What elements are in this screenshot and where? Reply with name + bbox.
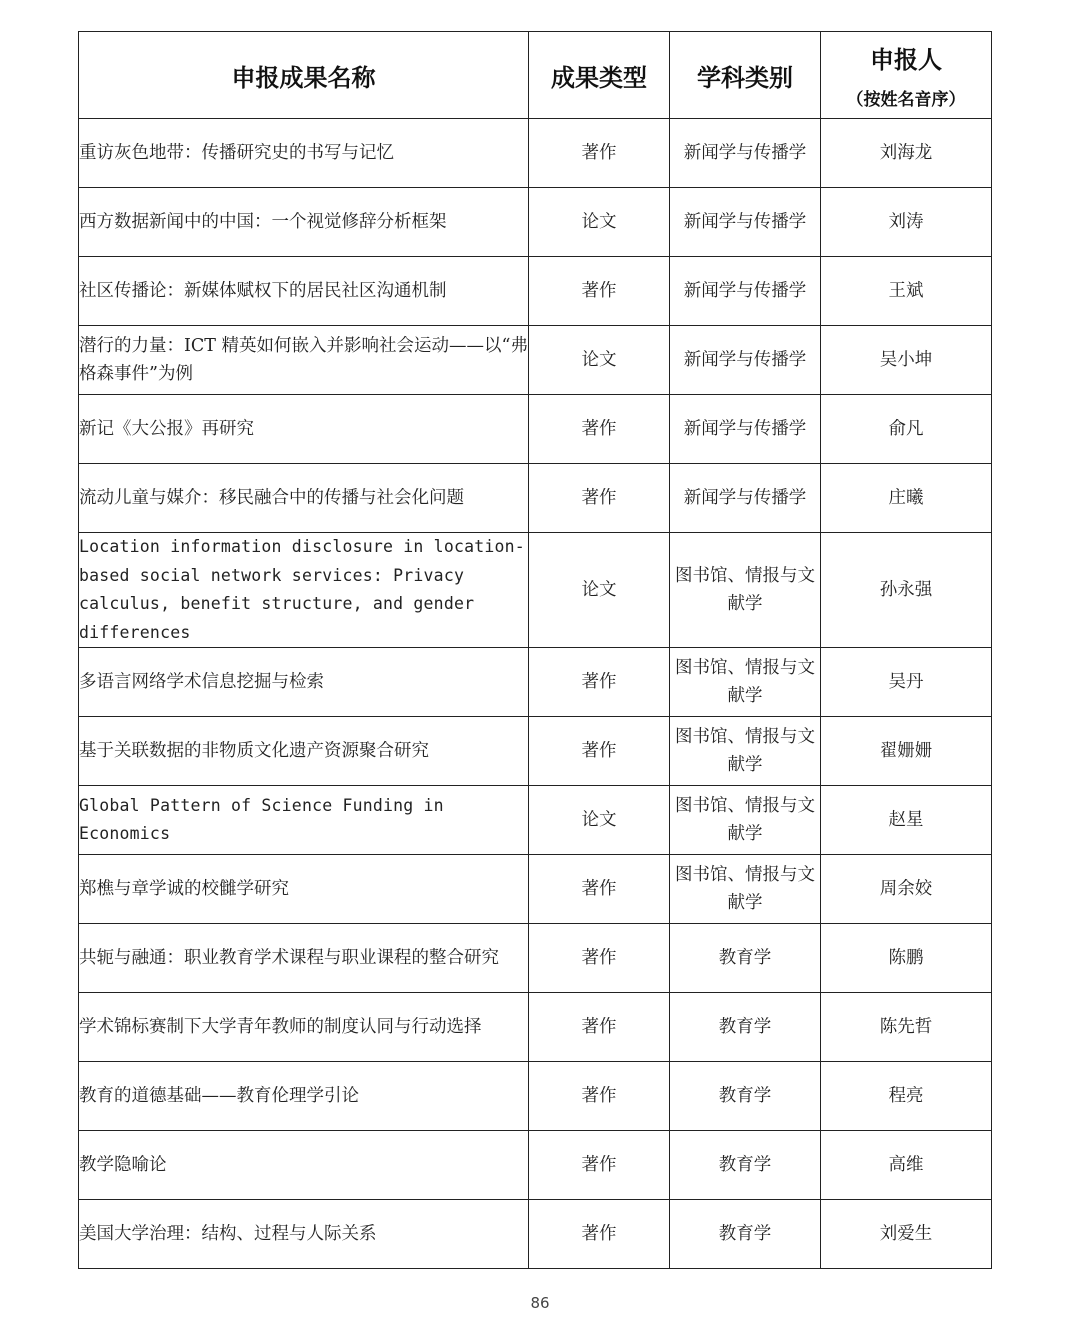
row-applicant: 俞凡	[821, 395, 992, 464]
row-title: 共轭与融通：职业教育学术课程与职业课程的整合研究	[79, 924, 529, 993]
table-row	[79, 717, 992, 786]
row-discipline: 图书馆、情报与文献学	[670, 717, 821, 786]
row-title: 社区传播论：新媒体赋权下的居民社区沟通机制	[79, 257, 529, 326]
row-applicant: 刘海龙	[821, 119, 992, 188]
table-row	[79, 257, 992, 326]
row-title: 多语言网络学术信息挖掘与检索	[79, 648, 529, 717]
row-type: 论文	[529, 786, 670, 855]
table-row	[79, 924, 992, 993]
row-applicant: 高维	[821, 1131, 992, 1200]
table-row	[79, 1062, 992, 1131]
row-type: 论文	[529, 188, 670, 257]
header-type: 成果类型	[529, 32, 670, 119]
row-discipline: 教育学	[670, 1131, 821, 1200]
row-title: 教育的道德基础——教育伦理学引论	[79, 1062, 529, 1131]
row-discipline: 新闻学与传播学	[670, 257, 821, 326]
row-type: 著作	[529, 717, 670, 786]
row-discipline: 教育学	[670, 1062, 821, 1131]
row-discipline: 教育学	[670, 924, 821, 993]
header-title: 申报成果名称	[79, 32, 529, 119]
row-type: 著作	[529, 924, 670, 993]
table-row	[79, 326, 992, 395]
row-type: 著作	[529, 993, 670, 1062]
row-applicant: 周余姣	[821, 855, 992, 924]
table-header-row	[79, 32, 992, 119]
row-discipline: 教育学	[670, 1200, 821, 1269]
row-title: Location information disclosure in location-based social network services: Privacy calculus, benefit structure, and gender differences	[79, 533, 529, 648]
row-title: 新记《大公报》再研究	[79, 395, 529, 464]
row-applicant: 刘涛	[821, 188, 992, 257]
row-type: 著作	[529, 1062, 670, 1131]
table-row	[79, 1200, 992, 1269]
row-applicant: 程亮	[821, 1062, 992, 1131]
row-title: 美国大学治理：结构、过程与人际关系	[79, 1200, 529, 1269]
row-discipline: 图书馆、情报与文献学	[670, 533, 821, 648]
row-discipline: 新闻学与传播学	[670, 395, 821, 464]
row-applicant: 陈鹏	[821, 924, 992, 993]
header-applicant-note: （按姓名音序）	[846, 90, 966, 110]
row-discipline: 新闻学与传播学	[670, 326, 821, 395]
table-row	[79, 855, 992, 924]
table-row	[79, 993, 992, 1062]
header-discipline: 学科类别	[670, 32, 821, 119]
header-applicant-label: 申报人	[870, 46, 942, 74]
row-applicant: 吴丹	[821, 648, 992, 717]
row-type: 著作	[529, 395, 670, 464]
table-row	[79, 464, 992, 533]
row-title: Global Pattern of Science Funding in Economics	[79, 786, 529, 855]
row-discipline: 教育学	[670, 993, 821, 1062]
achievement-table	[78, 31, 992, 1269]
row-title: 西方数据新闻中的中国：一个视觉修辞分析框架	[79, 188, 529, 257]
header-applicant	[821, 32, 992, 119]
table-row	[79, 1131, 992, 1200]
row-discipline: 新闻学与传播学	[670, 464, 821, 533]
table-row	[79, 395, 992, 464]
row-title: 学术锦标赛制下大学青年教师的制度认同与行动选择	[79, 993, 529, 1062]
table-row	[79, 648, 992, 717]
row-type: 著作	[529, 464, 670, 533]
table-row	[79, 786, 992, 855]
row-applicant: 孙永强	[821, 533, 992, 648]
row-applicant: 王斌	[821, 257, 992, 326]
row-discipline: 图书馆、情报与文献学	[670, 786, 821, 855]
row-type: 论文	[529, 533, 670, 648]
row-type: 著作	[529, 855, 670, 924]
row-title: 郑樵与章学诚的校雠学研究	[79, 855, 529, 924]
row-applicant: 陈先哲	[821, 993, 992, 1062]
row-type: 著作	[529, 1131, 670, 1200]
row-type: 著作	[529, 648, 670, 717]
page-number: 86	[530, 1294, 550, 1312]
table-row	[79, 533, 992, 648]
table-row	[79, 188, 992, 257]
row-type: 论文	[529, 326, 670, 395]
row-discipline: 图书馆、情报与文献学	[670, 648, 821, 717]
row-applicant: 赵星	[821, 786, 992, 855]
row-applicant: 翟姗姗	[821, 717, 992, 786]
row-title: 潜行的力量：ICT 精英如何嵌入并影响社会运动——以“弗格森事件”为例	[79, 326, 529, 395]
row-discipline: 新闻学与传播学	[670, 119, 821, 188]
row-applicant: 刘爱生	[821, 1200, 992, 1269]
row-applicant: 庄曦	[821, 464, 992, 533]
row-title: 流动儿童与媒介：移民融合中的传播与社会化问题	[79, 464, 529, 533]
row-discipline: 新闻学与传播学	[670, 188, 821, 257]
row-title: 教学隐喻论	[79, 1131, 529, 1200]
row-type: 著作	[529, 119, 670, 188]
row-title: 基于关联数据的非物质文化遗产资源聚合研究	[79, 717, 529, 786]
row-type: 著作	[529, 257, 670, 326]
table-row	[79, 119, 992, 188]
row-type: 著作	[529, 1200, 670, 1269]
row-title: 重访灰色地带：传播研究史的书写与记忆	[79, 119, 529, 188]
row-applicant: 吴小坤	[821, 326, 992, 395]
row-discipline: 图书馆、情报与文献学	[670, 855, 821, 924]
